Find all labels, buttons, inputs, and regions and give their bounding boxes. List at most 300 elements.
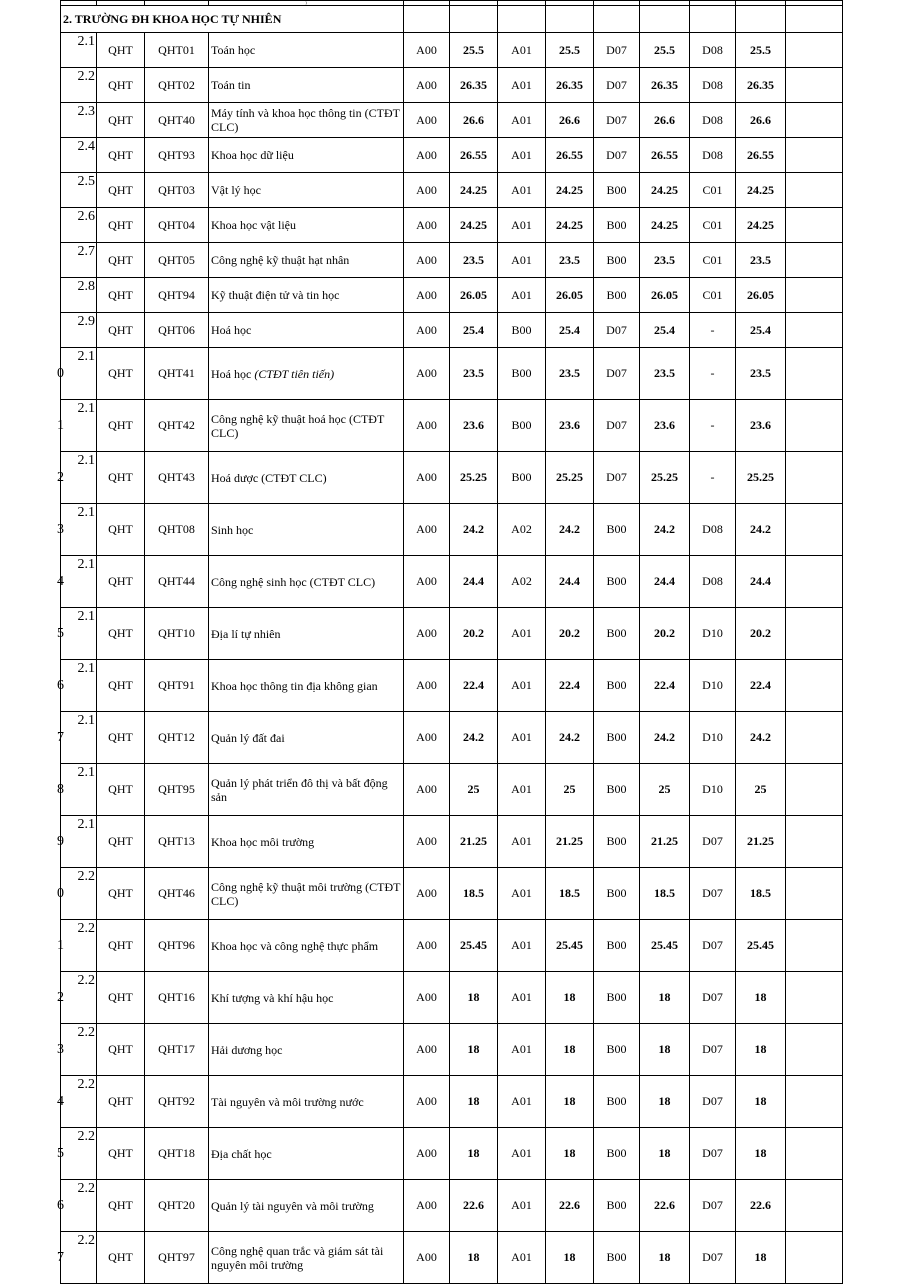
score-cell: 25.45 xyxy=(546,920,594,972)
subject-combo-cell: A00 xyxy=(404,712,450,764)
major-name-cell xyxy=(209,660,404,712)
major-name-cell xyxy=(209,504,404,556)
row-number: 2.1 xyxy=(77,401,95,416)
subject-combo-cell: A01 xyxy=(498,1076,546,1128)
school-code-cell: QHT xyxy=(97,400,145,452)
school-code-cell: QHT xyxy=(97,608,145,660)
score-cell: 18 xyxy=(546,1076,594,1128)
major-name: Công nghệ kỹ thuật môi trường (CTĐT CLC) xyxy=(211,879,401,908)
score-cell: 18 xyxy=(546,1024,594,1076)
major-name: Quản lý phát triển đô thị và bất động sản xyxy=(211,775,388,804)
school-code-cell: QHT xyxy=(97,712,145,764)
score-cell: 22.6 xyxy=(546,1180,594,1232)
subject-combo-cell: D08 xyxy=(690,504,736,556)
major-name-cell xyxy=(209,764,404,816)
row-number-cell xyxy=(61,278,97,313)
subject-combo-cell: A01 xyxy=(498,1128,546,1180)
school-code-cell: QHT xyxy=(97,173,145,208)
note-cell xyxy=(786,278,843,313)
major-name-cell xyxy=(209,33,404,68)
score-cell: 25.45 xyxy=(640,920,690,972)
top-strip-text: ) xyxy=(209,1,404,6)
subject-combo-cell: A00 xyxy=(404,33,450,68)
school-code-cell: QHT xyxy=(97,972,145,1024)
major-name-cell xyxy=(209,712,404,764)
subject-combo-cell: D07 xyxy=(690,1076,736,1128)
row-number-overflow: 2 xyxy=(57,469,64,485)
major-name-cell xyxy=(209,68,404,103)
score-table-sheet xyxy=(57,0,843,1284)
major-name-cell xyxy=(209,313,404,348)
row-number-cell xyxy=(57,816,97,868)
score-cell: 24.2 xyxy=(450,712,498,764)
row-number-cell xyxy=(57,920,97,972)
score-cell: 24.2 xyxy=(450,504,498,556)
score-cell: 23.6 xyxy=(640,400,690,452)
subject-combo-cell: A01 xyxy=(498,68,546,103)
table-row xyxy=(61,348,843,400)
score-cell: 24.25 xyxy=(450,208,498,243)
subject-combo-cell: B00 xyxy=(498,400,546,452)
row-number-overflow: 7 xyxy=(57,1249,64,1265)
subject-combo-cell: A01 xyxy=(498,138,546,173)
subject-combo-cell: A00 xyxy=(404,173,450,208)
row-number-cell xyxy=(57,1232,97,1284)
school-code-cell: QHT xyxy=(97,920,145,972)
score-cell: 26.55 xyxy=(450,138,498,173)
table-row xyxy=(61,972,843,1024)
major-name: Toán tin xyxy=(211,78,251,92)
table-row xyxy=(61,1180,843,1232)
score-cell: 25.25 xyxy=(640,452,690,504)
score-cell: 22.6 xyxy=(450,1180,498,1232)
row-number: 2.6 xyxy=(77,209,95,224)
score-cell: 23.5 xyxy=(736,348,786,400)
score-cell: 23.5 xyxy=(450,243,498,278)
note-cell xyxy=(786,68,843,103)
score-cell: 18 xyxy=(640,972,690,1024)
subject-combo-cell: A00 xyxy=(404,1232,450,1284)
score-cell: 21.25 xyxy=(736,816,786,868)
major-name: Khoa học dữ liệu xyxy=(211,148,294,162)
row-number-cell xyxy=(61,68,97,103)
score-cell: 24.4 xyxy=(546,556,594,608)
major-code-cell: QHT10 xyxy=(145,608,209,660)
subject-combo-cell: A01 xyxy=(498,243,546,278)
row-number-cell xyxy=(57,1024,97,1076)
major-name: Địa chất học xyxy=(211,1146,272,1161)
subject-combo-cell: D07 xyxy=(690,1128,736,1180)
score-cell: 25.4 xyxy=(640,313,690,348)
row-number: 2.1 xyxy=(77,557,95,572)
subject-combo-cell: B00 xyxy=(594,1232,640,1284)
subject-combo-cell: B00 xyxy=(594,660,640,712)
school-code-cell: QHT xyxy=(97,278,145,313)
major-code-cell: QHT41 xyxy=(145,348,209,400)
subject-combo-cell: B00 xyxy=(498,452,546,504)
major-name-cell xyxy=(209,243,404,278)
subject-combo-cell: A00 xyxy=(404,313,450,348)
score-cell: 18.5 xyxy=(736,868,786,920)
subject-combo-cell: A00 xyxy=(404,816,450,868)
note-cell xyxy=(786,348,843,400)
table-row xyxy=(61,138,843,173)
score-cell: 18 xyxy=(546,972,594,1024)
score-cell: 21.25 xyxy=(640,816,690,868)
major-name: Quản lý đất đai xyxy=(211,730,285,745)
section-title: 2. TRƯỜNG ĐH KHOA HỌC TỰ NHIÊN xyxy=(61,6,404,33)
subject-combo-cell: A01 xyxy=(498,712,546,764)
subject-combo-cell: A01 xyxy=(498,972,546,1024)
note-cell xyxy=(786,1180,843,1232)
subject-combo-cell: D07 xyxy=(594,103,640,138)
subject-combo-cell: A00 xyxy=(404,1024,450,1076)
major-code-cell: QHT01 xyxy=(145,33,209,68)
row-number-overflow: 1 xyxy=(57,417,64,433)
major-name-cell xyxy=(209,1232,404,1284)
row-number: 2.1 xyxy=(77,349,95,364)
score-cell: 18 xyxy=(736,1024,786,1076)
score-cell: 23.5 xyxy=(450,348,498,400)
major-name-cell xyxy=(209,348,404,400)
major-name-cell xyxy=(209,452,404,504)
score-cell: 20.2 xyxy=(546,608,594,660)
score-cell: 18 xyxy=(450,1024,498,1076)
row-number-overflow: 4 xyxy=(57,1093,64,1109)
row-number-cell xyxy=(57,556,97,608)
row-number: 2.2 xyxy=(77,1025,95,1040)
row-number: 2.2 xyxy=(77,1233,95,1248)
row-number-overflow: 5 xyxy=(57,1145,64,1161)
subject-combo-cell: B00 xyxy=(594,972,640,1024)
score-cell: 25 xyxy=(450,764,498,816)
row-number-cell xyxy=(57,608,97,660)
school-code-cell: QHT xyxy=(97,868,145,920)
subject-combo-cell: B00 xyxy=(594,1180,640,1232)
row-number-cell xyxy=(57,712,97,764)
subject-combo-cell: B00 xyxy=(594,504,640,556)
score-cell: 26.35 xyxy=(450,68,498,103)
score-cell: 24.4 xyxy=(640,556,690,608)
note-cell xyxy=(786,920,843,972)
score-cell: 24.25 xyxy=(640,173,690,208)
subject-combo-cell: A02 xyxy=(498,556,546,608)
subject-combo-cell: B00 xyxy=(594,1024,640,1076)
score-cell: 23.5 xyxy=(640,348,690,400)
table-row xyxy=(61,920,843,972)
major-name: Toán học xyxy=(211,43,256,57)
major-code-cell: QHT91 xyxy=(145,660,209,712)
major-code-cell: QHT02 xyxy=(145,68,209,103)
score-cell: 18.5 xyxy=(640,868,690,920)
row-number-cell xyxy=(61,33,97,68)
score-cell: 24.2 xyxy=(546,712,594,764)
row-number-cell xyxy=(57,1128,97,1180)
score-cell: 26.05 xyxy=(736,278,786,313)
score-cell: 22.6 xyxy=(736,1180,786,1232)
table-row xyxy=(61,764,843,816)
row-number-overflow: 8 xyxy=(57,781,64,797)
major-name: Máy tính và khoa học thông tin (CTĐT CLC) xyxy=(211,106,400,134)
subject-combo-cell: D07 xyxy=(690,1232,736,1284)
row-number: 2.2 xyxy=(77,869,95,884)
major-name: Công nghệ kỹ thuật hoá học (CTĐT CLC) xyxy=(211,411,385,440)
row-number: 2.1 xyxy=(77,453,95,468)
school-code-cell: QHT xyxy=(97,313,145,348)
subject-combo-cell: B00 xyxy=(594,764,640,816)
row-number-overflow: 3 xyxy=(57,1041,64,1057)
section-header-row xyxy=(61,6,843,33)
score-cell: 24.4 xyxy=(736,556,786,608)
major-code-cell: QHT97 xyxy=(145,1232,209,1284)
note-cell xyxy=(786,816,843,868)
score-cell: 18 xyxy=(640,1232,690,1284)
row-number-cell xyxy=(61,313,97,348)
major-name-cell xyxy=(209,816,404,868)
score-cell: 22.4 xyxy=(736,660,786,712)
school-code-cell: QHT xyxy=(97,33,145,68)
score-cell: 18.5 xyxy=(450,868,498,920)
subject-combo-cell: B00 xyxy=(594,816,640,868)
note-cell xyxy=(786,313,843,348)
note-cell xyxy=(786,608,843,660)
score-cell: 25.4 xyxy=(736,313,786,348)
table-row xyxy=(61,1024,843,1076)
note-cell xyxy=(786,1232,843,1284)
subject-combo-cell: A01 xyxy=(498,1232,546,1284)
major-name: Kỹ thuật điện tử và tin học xyxy=(211,288,340,302)
major-code-cell: QHT03 xyxy=(145,173,209,208)
score-cell: 24.2 xyxy=(736,504,786,556)
score-cell: 25.5 xyxy=(450,33,498,68)
major-name-cell xyxy=(209,1024,404,1076)
row-number-cell xyxy=(61,138,97,173)
major-name: Hải dương học xyxy=(211,1042,283,1057)
major-code-cell: QHT05 xyxy=(145,243,209,278)
score-cell: 18 xyxy=(450,1128,498,1180)
major-name: Công nghệ quan trắc và giám sát tài nguyên môi trường xyxy=(211,1243,384,1272)
table-body xyxy=(57,0,843,1284)
subject-combo-cell: D07 xyxy=(594,138,640,173)
school-code-cell: QHT xyxy=(97,138,145,173)
score-cell: 26.55 xyxy=(546,138,594,173)
subject-combo-cell: A00 xyxy=(404,348,450,400)
subject-combo-cell: B00 xyxy=(498,313,546,348)
major-name-cell xyxy=(209,173,404,208)
school-code-cell: QHT xyxy=(97,68,145,103)
note-cell xyxy=(786,504,843,556)
score-cell: 18 xyxy=(736,1076,786,1128)
score-cell: 18 xyxy=(736,1232,786,1284)
score-cell: 18 xyxy=(450,1076,498,1128)
subject-combo-cell: D07 xyxy=(594,452,640,504)
major-code-cell: QHT13 xyxy=(145,816,209,868)
score-cell: 22.4 xyxy=(640,660,690,712)
subject-combo-cell: B00 xyxy=(498,348,546,400)
row-number-overflow: 2 xyxy=(57,989,64,1005)
score-cell: 25.25 xyxy=(546,452,594,504)
table-row xyxy=(61,504,843,556)
table-row xyxy=(61,868,843,920)
row-number-cell xyxy=(57,868,97,920)
subject-combo-cell: D07 xyxy=(594,313,640,348)
major-name-cell xyxy=(209,1128,404,1180)
note-cell xyxy=(786,452,843,504)
subject-combo-cell: B00 xyxy=(594,868,640,920)
major-name: Sinh học xyxy=(211,522,254,537)
major-name: Hoá học xyxy=(211,366,255,381)
subject-combo-cell: C01 xyxy=(690,173,736,208)
subject-combo-cell: D08 xyxy=(690,138,736,173)
subject-combo-cell: A01 xyxy=(498,33,546,68)
major-code-cell: QHT42 xyxy=(145,400,209,452)
school-code-cell: QHT xyxy=(97,1128,145,1180)
row-number: 2.1 xyxy=(77,505,95,520)
subject-combo-cell: B00 xyxy=(594,278,640,313)
school-code-cell: QHT xyxy=(97,103,145,138)
subject-combo-cell: A01 xyxy=(498,920,546,972)
note-cell xyxy=(786,400,843,452)
school-code-cell: QHT xyxy=(97,816,145,868)
score-cell: 24.2 xyxy=(640,504,690,556)
major-name-cell xyxy=(209,103,404,138)
score-cell: 25.4 xyxy=(450,313,498,348)
major-code-cell: QHT95 xyxy=(145,764,209,816)
subject-combo-cell: A00 xyxy=(404,138,450,173)
score-cell: 26.6 xyxy=(640,103,690,138)
score-cell: 24.25 xyxy=(640,208,690,243)
subject-combo-cell: A01 xyxy=(498,1180,546,1232)
score-cell: 21.25 xyxy=(546,816,594,868)
row-number-cell xyxy=(61,208,97,243)
school-code-cell: QHT xyxy=(97,452,145,504)
row-number: 2.1 xyxy=(77,609,95,624)
subject-combo-cell: B00 xyxy=(594,556,640,608)
score-cell: 25.45 xyxy=(736,920,786,972)
subject-combo-cell: A00 xyxy=(404,608,450,660)
score-cell: 24.2 xyxy=(640,712,690,764)
major-code-cell: QHT08 xyxy=(145,504,209,556)
score-cell: 22.4 xyxy=(546,660,594,712)
table-row xyxy=(61,103,843,138)
major-name-note: (CTĐT tiên tiến) xyxy=(254,366,335,381)
major-code-cell: QHT17 xyxy=(145,1024,209,1076)
note-cell xyxy=(786,556,843,608)
score-cell: 26.6 xyxy=(450,103,498,138)
subject-combo-cell: A00 xyxy=(404,920,450,972)
table-row xyxy=(61,173,843,208)
score-cell: 25.5 xyxy=(640,33,690,68)
row-number: 2.1 xyxy=(77,661,95,676)
score-cell: 26.35 xyxy=(546,68,594,103)
score-cell: 18 xyxy=(546,1128,594,1180)
score-cell: 26.05 xyxy=(450,278,498,313)
score-cell: 18 xyxy=(736,1128,786,1180)
table-row xyxy=(61,1128,843,1180)
row-number: 2.2 xyxy=(77,1077,95,1092)
row-number: 2.7 xyxy=(77,244,95,259)
subject-combo-cell: D07 xyxy=(690,816,736,868)
subject-combo-cell: A01 xyxy=(498,208,546,243)
major-name: Công nghệ kỹ thuật hạt nhân xyxy=(211,253,350,267)
major-name: Khoa học vật liệu xyxy=(211,218,296,232)
subject-combo-cell: C01 xyxy=(690,278,736,313)
score-cell: 18.5 xyxy=(546,868,594,920)
score-cell: 18 xyxy=(640,1076,690,1128)
major-name: Vật lý học xyxy=(211,183,261,197)
subject-combo-cell: A01 xyxy=(498,868,546,920)
row-number: 2.2 xyxy=(77,1181,95,1196)
subject-combo-cell: B00 xyxy=(594,1128,640,1180)
row-number-cell xyxy=(57,504,97,556)
score-cell: 20.2 xyxy=(640,608,690,660)
score-cell: 18 xyxy=(640,1024,690,1076)
score-cell: 23.6 xyxy=(450,400,498,452)
major-name: Khoa học thông tin địa không gian xyxy=(211,678,378,693)
score-cell: 24.25 xyxy=(450,173,498,208)
score-cell: 26.55 xyxy=(736,138,786,173)
subject-combo-cell: A00 xyxy=(404,243,450,278)
table-row xyxy=(61,1232,843,1284)
subject-combo-cell: A00 xyxy=(404,1128,450,1180)
subject-combo-cell: D07 xyxy=(690,868,736,920)
note-cell xyxy=(786,660,843,712)
row-number-cell xyxy=(57,348,97,400)
major-name-cell xyxy=(209,208,404,243)
row-number: 2.1 xyxy=(77,817,95,832)
row-number-cell xyxy=(57,1180,97,1232)
school-code-cell: QHT xyxy=(97,1024,145,1076)
row-number-overflow: 1 xyxy=(57,937,64,953)
table-row xyxy=(61,313,843,348)
major-name: Hoá dược (CTĐT CLC) xyxy=(211,470,327,485)
score-cell: 26.55 xyxy=(640,138,690,173)
major-name: Địa lí tự nhiên xyxy=(211,626,281,641)
row-number: 2.2 xyxy=(77,69,95,84)
table-row xyxy=(61,68,843,103)
score-cell: 23.6 xyxy=(546,400,594,452)
table-row xyxy=(61,1076,843,1128)
major-name: Công nghệ sinh học (CTĐT CLC) xyxy=(211,574,376,589)
school-code-cell: QHT xyxy=(97,208,145,243)
score-cell: 25.4 xyxy=(546,313,594,348)
subject-combo-cell: B00 xyxy=(594,712,640,764)
school-code-cell: QHT xyxy=(97,1232,145,1284)
subject-combo-cell: A01 xyxy=(498,816,546,868)
major-name-cell xyxy=(209,608,404,660)
major-name: Khí tượng và khí hậu học xyxy=(211,990,334,1005)
subject-combo-cell: D07 xyxy=(594,348,640,400)
score-cell: 25.25 xyxy=(450,452,498,504)
row-number: 2.1 xyxy=(77,34,95,49)
school-code-cell: QHT xyxy=(97,243,145,278)
subject-combo-cell: A00 xyxy=(404,103,450,138)
row-number: 2.1 xyxy=(77,713,95,728)
score-cell: 23.5 xyxy=(640,243,690,278)
subject-combo-cell: D07 xyxy=(594,33,640,68)
score-cell: 21.25 xyxy=(450,816,498,868)
school-code-cell: QHT xyxy=(97,1180,145,1232)
major-code-cell: QHT16 xyxy=(145,972,209,1024)
subject-combo-cell: - xyxy=(690,348,736,400)
subject-combo-cell: A00 xyxy=(404,208,450,243)
subject-combo-cell: A01 xyxy=(498,278,546,313)
score-cell: 23.6 xyxy=(736,400,786,452)
major-name-cell xyxy=(209,1180,404,1232)
subject-combo-cell: B00 xyxy=(594,608,640,660)
score-cell: 25 xyxy=(546,764,594,816)
score-cell: 24.2 xyxy=(736,712,786,764)
